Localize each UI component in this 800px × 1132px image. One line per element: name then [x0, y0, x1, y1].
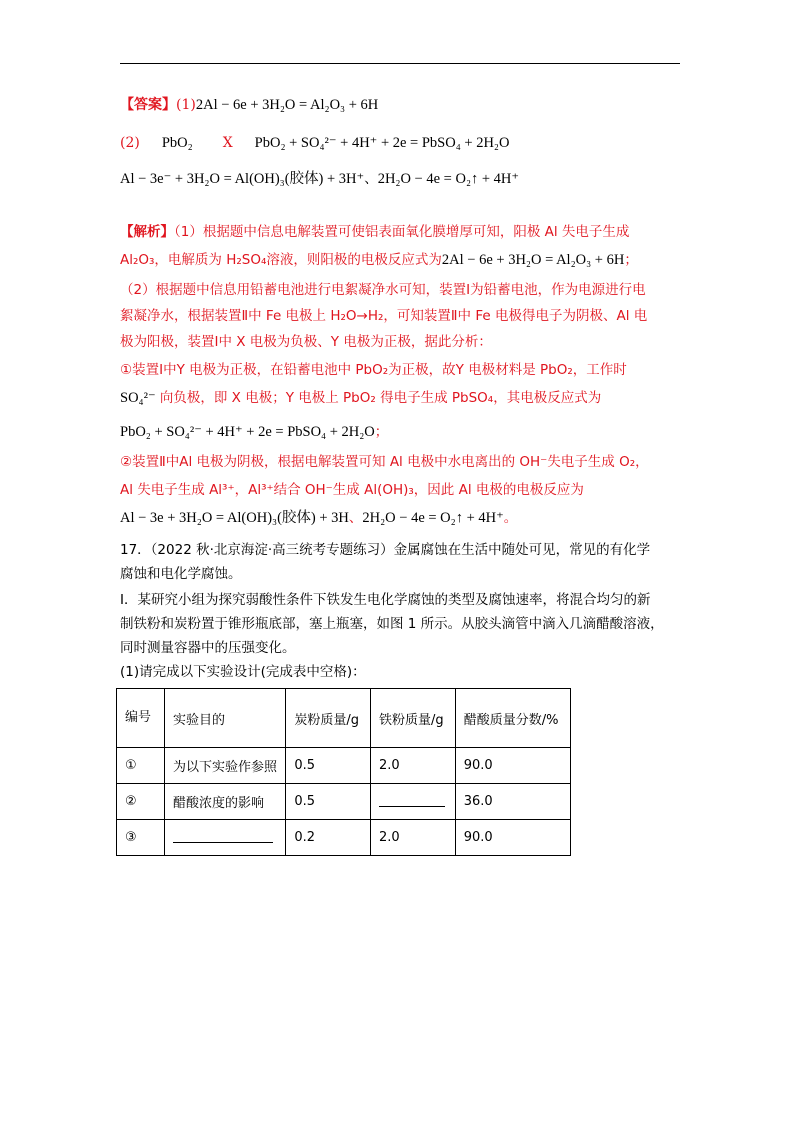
analysis-anode-equation-1: Al − 3e + 3H₂O = Al(OH)₃(胶体) + 3H	[120, 510, 349, 526]
cell-number: ①	[117, 748, 165, 784]
table-header-row	[117, 689, 571, 748]
answer-anode-equation-1: Al − 3e⁻ + 3H₂O = Al(OH)₃(胶体) + 3H⁺	[120, 171, 365, 187]
cell-acid: 90.0	[455, 820, 570, 856]
question-17-line-5: 同时测量容器中的压强变化。	[120, 640, 296, 656]
analysis-line-4: 絮凝净水，根据装置Ⅱ中 Fe 电极上 H₂O→H₂，可知装置Ⅱ中 Fe 电极得电子为阴极、Al 电	[120, 308, 648, 324]
answer-line-1	[120, 95, 378, 115]
answer-line-3	[120, 169, 519, 189]
analysis-p1: （1）根据题中信息电解装置可使铝表面氧化膜增厚可知，阳极 Al 失电子生成	[174, 224, 630, 240]
answer-part1-label: (1)	[176, 97, 196, 113]
analysis-p1b-end: ；	[624, 252, 638, 268]
analysis-line-11	[120, 508, 517, 528]
cell-carbon: 0.5	[286, 748, 371, 784]
cell-number: ③	[117, 820, 165, 856]
cell-acid: 36.0	[455, 784, 570, 820]
question-17-line-3: I．某研究小组为探究弱酸性条件下铁发生电化学腐蚀的类型及腐蚀速率，将混合均匀的新	[120, 592, 651, 608]
analysis-p4c-end: 。	[503, 510, 518, 526]
experiment-table	[116, 688, 571, 856]
question-17-line-1: 17．（2022 秋·北京海淀·高三统考专题练习）金属腐蚀在生活中随处可见，常见的有化学	[120, 542, 651, 558]
question-17-line-4: 制铁粉和炭粉置于锥形瓶底部，塞上瓶塞，如图 1 所示。从胶头滴管中滴入几滴醋酸溶液，	[120, 616, 664, 632]
answer-separator: 、	[364, 171, 378, 187]
header-carbon-mass: 炭粉质量/g	[286, 689, 371, 748]
cell-purpose: 为以下实验作参照	[164, 748, 285, 784]
answer-line-2	[120, 133, 509, 153]
cell-purpose-blank	[164, 820, 285, 856]
answer-anode-equation-2: 2H₂O − 4e = O₂↑ + 4H⁺	[377, 171, 520, 187]
analysis-p3b: 向负极，即 X 电极；Y 电极上 PbO₂ 得电子生成 PbSO₄，其电极反应式为	[155, 390, 602, 406]
cell-acid: 90.0	[455, 748, 570, 784]
analysis-sulfate-ion: SO₄²⁻	[120, 390, 156, 406]
header-number: 编号	[117, 689, 165, 748]
cell-number: ②	[117, 784, 165, 820]
analysis-line-8	[120, 422, 388, 442]
cell-purpose: 醋酸浓度的影响	[164, 784, 285, 820]
fill-in-blank[interactable]	[379, 792, 445, 807]
analysis-p1b: Al₂O₃，电解质为 H₂SO₄溶液，则阳极的电极反应式为	[120, 252, 442, 268]
analysis-tag: 【解析】	[120, 224, 174, 240]
header-acid-fraction: 醋酸质量分数/%	[455, 689, 570, 748]
table-row	[117, 820, 571, 856]
answer-part2-label: (2)	[120, 135, 140, 151]
answer-part1-equation: 2Al − 6e + 3H₂O = Al₂O₃ + 6H	[195, 97, 379, 113]
analysis-separator: 、	[348, 510, 363, 526]
fill-in-blank[interactable]	[173, 828, 273, 843]
analysis-line-9: ②装置Ⅱ中Al 电极为阴极，根据电解装置可知 Al 电极中水电离出的 OH⁻失电子生成 O₂，	[120, 454, 649, 470]
analysis-line-10: Al 失电子生成 Al³⁺，Al³⁺结合 OH⁻生成 Al(OH)₃，因此 Al 电极的电极反应为	[120, 482, 584, 498]
analysis-anode-equation-2: 2H₂O − 4e = O₂↑ + 4H⁺	[362, 510, 504, 526]
analysis-line-1	[120, 222, 629, 242]
cell-carbon: 0.5	[286, 784, 371, 820]
header-purpose: 实验目的	[164, 689, 285, 748]
analysis-line-7	[120, 388, 601, 408]
header-iron-mass: 铁粉质量/g	[371, 689, 456, 748]
answer-part2-electrode: X	[222, 135, 233, 151]
question-17-line-6: (1)请完成以下实验设计(完成表中空格)：	[120, 664, 366, 680]
analysis-p1b-equation: 2Al − 6e + 3H₂O = Al₂O₃ + 6H	[441, 252, 625, 268]
cell-iron-blank	[371, 784, 456, 820]
cell-carbon: 0.2	[286, 820, 371, 856]
analysis-cathode-equation: PbO₂ + SO₄²⁻ + 4H⁺ + 2e = PbSO₄ + 2H₂O	[120, 424, 375, 440]
answer-tag: 【答案】	[120, 97, 176, 113]
analysis-p3c-end: ；	[374, 424, 389, 440]
analysis-line-6: ①装置Ⅰ中Y 电极为正极，在铅蓄电池中 PbO₂为正极，故Y 电极材料是 PbO₂，工作时	[120, 362, 627, 378]
analysis-line-5: 极为阳极，装置Ⅰ中 X 电极为负极、Y 电极为正极，据此分析：	[120, 334, 492, 350]
analysis-line-3: （2）根据题中信息用铅蓄电池进行电絮凝净水可知，装置Ⅰ为铅蓄电池，作为电源进行电	[120, 282, 646, 298]
header-rule	[120, 63, 680, 64]
table-row	[117, 784, 571, 820]
answer-part2-equation: PbO₂ + SO₄²⁻ + 4H⁺ + 2e = PbSO₄ + 2H₂O	[254, 135, 510, 151]
cell-iron: 2.0	[371, 820, 456, 856]
cell-iron: 2.0	[371, 748, 456, 784]
table-row	[117, 748, 571, 784]
analysis-line-2	[120, 250, 638, 270]
question-17-line-2: 腐蚀和电化学腐蚀。	[120, 566, 242, 582]
answer-part2-electrode-material: PbO₂	[161, 135, 193, 151]
